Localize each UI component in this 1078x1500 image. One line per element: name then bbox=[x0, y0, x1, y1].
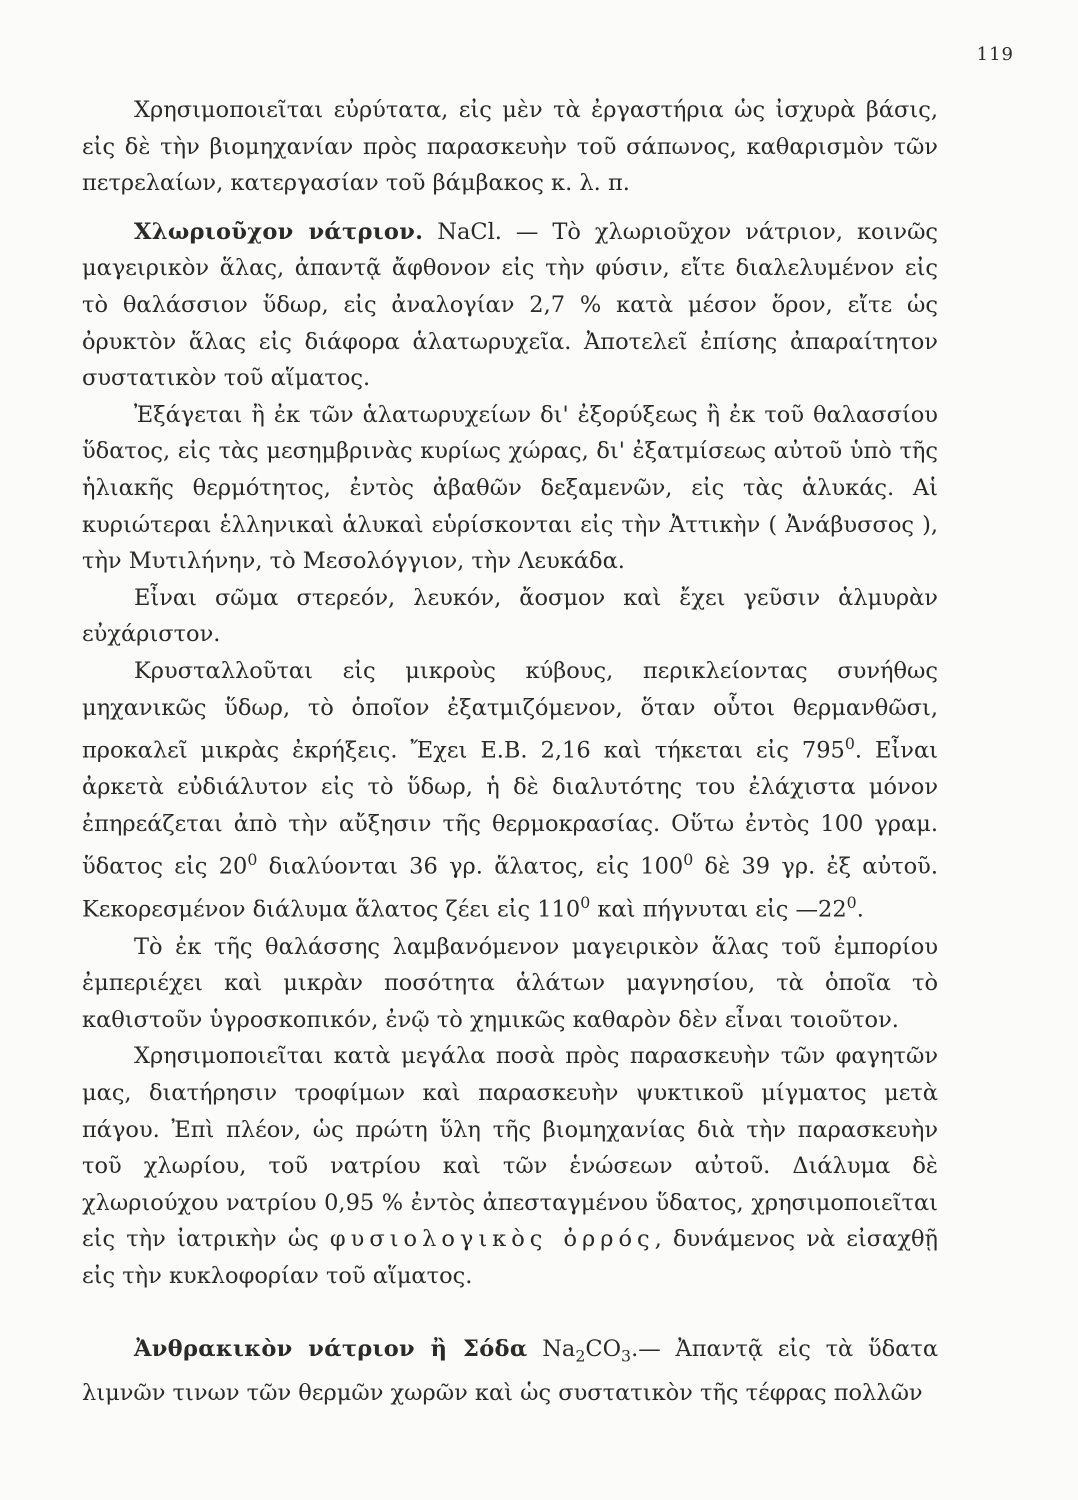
paragraph-commercial-salt: Τὸ ἐκ τῆς θαλάσσης λαμβανόμενον μαγειρικὸν ἅλας τοῦ ἐμπορίου ἐμπεριέχει καὶ μικρὰν ποσότητα ἁλάτων μαγνησίου, τὰ ὁποῖα τὸ καθιστοῦν ὑγροσκοπικόν, ἐνῷ τὸ χημικῶς καθαρὸν δὲν εἶναι τοιοῦτον. bbox=[82, 933, 938, 1033]
text-segment: Κρυσταλλοῦται εἰς μικροὺς κύβους, περικλείοντας συνήθως μηχανικῶς ὕδωρ, τὸ ὁποῖον ἐξατμιζόμενον, ὅταν οὗτοι θερμανθῶσι, προκαλεῖ μικρὰς ἐκρήξεις. Ἔχει Ε.Β. 2,16 καὶ τήκεται εἰς 795 bbox=[82, 657, 938, 764]
paragraph-properties: Εἶναι σῶμα στερεόν, λευκόν, ἄοσμον καὶ ἔχει γεῦσιν ἁλμυρὰν εὐχάριστον. bbox=[82, 584, 938, 648]
text-segment: Χρησιμοποιεῖται κατὰ μεγάλα ποσὰ πρὸς παρασκευὴν τῶν φαγητῶν μας, διατήρησιν τροφίμων καὶ παρασκευὴν ψυκτικοῦ μίγματος μετὰ πάγου. Ἐπὶ πλέον, ὡς πρώτη ὕλη τῆς βιομηχανίας διὰ τὴν παρασκευὴν τοῦ χλωρίου, τοῦ νατρίου καὶ τῶν ἑνώσεων αὐτοῦ. Διάλυμα δὲ χλωριούχου νατρίου 0,95 % ἐντὸς ἀπεσταγμένου ὕδατος, χρησιμοποιεῖται εἰς τὴν ἰατρικὴν ὡς bbox=[82, 1043, 938, 1253]
formula-part: . bbox=[631, 1335, 639, 1362]
text-segment: διαλύονται 36 γρ. ἅλατος, εἰς 100 bbox=[257, 853, 684, 880]
degree-mark: 0 bbox=[846, 893, 857, 913]
formula-part: CO bbox=[585, 1335, 622, 1362]
body-text bbox=[82, 92, 938, 1411]
formula-nacl: NaCl. bbox=[437, 218, 502, 245]
paragraph-uses-of-salt bbox=[82, 1038, 938, 1294]
section-heading-sodium-chloride: Χλωριοῦχον νάτριον. bbox=[134, 218, 424, 245]
paragraph-text: — Ἀπαντᾷ εἰς τὰ ὕδατα λιμνῶν τινων τῶν θερμῶν χωρῶν καὶ ὡς συστατικὸν τῆς τέφρας πολλῶν bbox=[82, 1335, 939, 1406]
paragraph-crystallization bbox=[82, 653, 938, 929]
formula-part: Na bbox=[542, 1335, 576, 1362]
degree-mark: 0 bbox=[580, 893, 591, 913]
text-segment: δὲ 39 γρ. ἐξ αὐτοῦ. Κεκορεσμένον διάλυμα ἅλατος ζέει εἰς 110 bbox=[82, 853, 938, 923]
page-number: 119 bbox=[976, 44, 1014, 65]
spaced-term-physiological-serum: φυσιολογικὸς ὀρρός bbox=[329, 1226, 655, 1253]
degree-mark: 0 bbox=[247, 850, 258, 870]
text-segment: καὶ πήγνυται εἰς —22 bbox=[590, 896, 847, 923]
text-segment: . Εἶναι ἀρκετὰ εὐδιάλυτον εἰς τὸ ὕδωρ, ἡ δὲ διαλυτότης του ἐλάχιστα μόνον ἐπηρεάζεται ἀπὸ τὴν αὔξησιν τῆς θερμοκρασίας. Οὕτω ἐντὸς 100 γραμ. ὕδατος εἰς 20 bbox=[82, 737, 938, 880]
paragraph-text: — Τὸ χλωριοῦχον νάτριον, κοινῶς μαγειρικὸν ἅλας, ἀπαντᾷ ἄφθονον εἰς τὴν φύσιν, εἴτε διαλελυμένον εἰς τὸ θαλάσσιον ὕδωρ, εἰς ἀναλογίαν 2,7 % κατὰ μέσον ὅρον, εἴτε ὡς ὀρυκτὸν ἅλας εἰς διάφορα ἁλατωρυχεῖα. Ἀποτελεῖ ἐπίσης ἀπαραίτητον συστατικὸν τοῦ αἵματος. bbox=[82, 218, 939, 392]
paragraph-sodium-chloride-intro bbox=[82, 214, 938, 397]
section-heading-sodium-carbonate: Ἀνθρακικὸν νάτριον ἢ Σόδα bbox=[134, 1335, 528, 1362]
degree-mark: 0 bbox=[683, 850, 694, 870]
formula-subscript: 2 bbox=[575, 1346, 586, 1365]
formula-na2co3 bbox=[542, 1335, 639, 1365]
paragraph-extraction: Ἐξάγεται ἢ ἐκ τῶν ἁλατωρυχείων δι' ἐξορύξεως ἢ ἐκ τοῦ θαλασσίου ὕδατος, εἰς τὰς μεσημβρινὰς κυρίως χώρας, δι' ἐξατμίσεως αὐτοῦ ὑπὸ τῆς ἡλιακῆς θερμότητος, ἐντὸς ἀβαθῶν δεξαμενῶν, εἰς τὰς ἁλυκάς. Αἱ κυριώτεραι ἑλληνικαὶ ἁλυκαὶ εὑρίσκονται εἰς τὴν Ἀττικὴν ( Ἀνάβυσσος ), τὴν Μυτιλήνην, τὸ Μεσολόγγιον, τὴν Λευκάδα. bbox=[82, 401, 938, 575]
paragraph-uses-of-sodium-hydroxide: Χρησιμοποιεῖται εὐρύτατα, εἰς μὲν τὰ ἐργαστήρια ὡς ἰσχυρὰ βάσις, εἰς δὲ τὴν βιομηχανίαν πρὸς παρασκευὴν τοῦ σάπωνος, καθαρισμὸν τῶν πετρελαίων, κατεργασίαν τοῦ βάμβακος κ. λ. π. bbox=[82, 97, 938, 197]
formula-subscript: 3 bbox=[621, 1346, 632, 1365]
text-segment: . bbox=[856, 896, 864, 923]
text-segment: , δυνάμενος νὰ εἰσαχθῇ εἰς τὴν κυκλοφορίαν τοῦ αἵματος. bbox=[82, 1226, 938, 1289]
degree-mark: 0 bbox=[844, 734, 855, 754]
paragraph-sodium-carbonate-intro bbox=[82, 1331, 938, 1412]
